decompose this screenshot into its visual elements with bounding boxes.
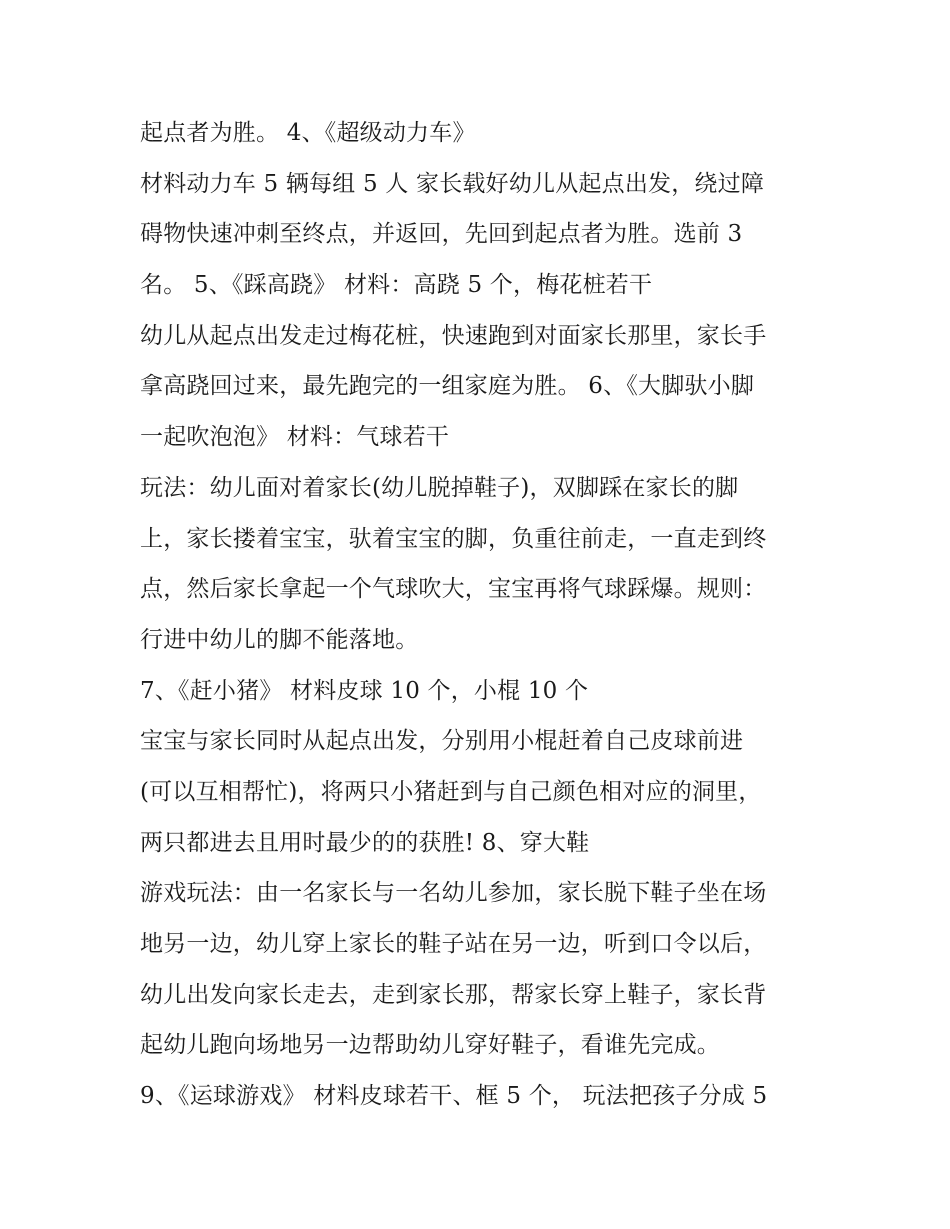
text-line: 拿高跷回过来，最先跑完的一组家庭为胜。 6、《大脚驮小脚 bbox=[140, 373, 755, 400]
text-line: 7、《赶小猪》 材料皮球 10 个，小棍 10 个 bbox=[140, 677, 589, 704]
text-line: 名。 5、《踩高跷》 材料：高跷 5 个，梅花桩若干 bbox=[140, 272, 653, 299]
text-line: 点，然后家长拿起一个气球吹大，宝宝再将气球踩爆。规则： bbox=[140, 576, 767, 603]
text-line: 上，家长搂着宝宝，驮着宝宝的脚，负重往前走，一直走到终 bbox=[140, 525, 767, 552]
text-line: 幼儿从起点出发走过梅花桩，快速跑到对面家长那里，家长手 bbox=[140, 322, 767, 349]
text-line: 玩法：幼儿面对着家长(幼儿脱掉鞋子)，双脚踩在家长的脚 bbox=[140, 474, 739, 501]
text-line: 宝宝与家长同时从起点出发，分别用小棍赶着自己皮球前进 bbox=[140, 728, 744, 755]
text-line: 起点者为胜。 4、《超级动力车》 bbox=[140, 120, 476, 146]
text-line: 起幼儿跑向场地另一边帮助幼儿穿好鞋子，看谁先完成。 bbox=[140, 1032, 720, 1059]
text-line: (可以互相帮忙)，将两只小猪赶到与自己颜色相对应的洞里， bbox=[140, 778, 762, 805]
text-line: 游戏玩法：由一名家长与一名幼儿参加，家长脱下鞋子坐在场 bbox=[140, 880, 767, 907]
text-line: 9、《运球游戏》 材料皮球若干、框 5 个， 玩法把孩子分成 5 bbox=[140, 1083, 768, 1110]
text-line: 一起吹泡泡》 材料：气球若干 bbox=[140, 424, 450, 451]
text-line: 碍物快速冲刺至终点，并返回，先回到起点者为胜。选前 3 bbox=[140, 221, 743, 248]
document-body bbox=[140, 108, 830, 1122]
text-line: 行进中幼儿的脚不能落地。 bbox=[140, 626, 419, 653]
text-line: 材料动力车 5 辆每组 5 人 家长载好幼儿从起点出发，绕过障 bbox=[140, 170, 765, 197]
text-line: 地另一边，幼儿穿上家长的鞋子站在另一边，听到口令以后， bbox=[140, 931, 767, 957]
text-line: 两只都进去且用时最少的的获胜! 8、穿大鞋 bbox=[140, 829, 590, 856]
text-line: 幼儿出发向家长走去，走到家长那，帮家长穿上鞋子，家长背 bbox=[140, 981, 767, 1008]
